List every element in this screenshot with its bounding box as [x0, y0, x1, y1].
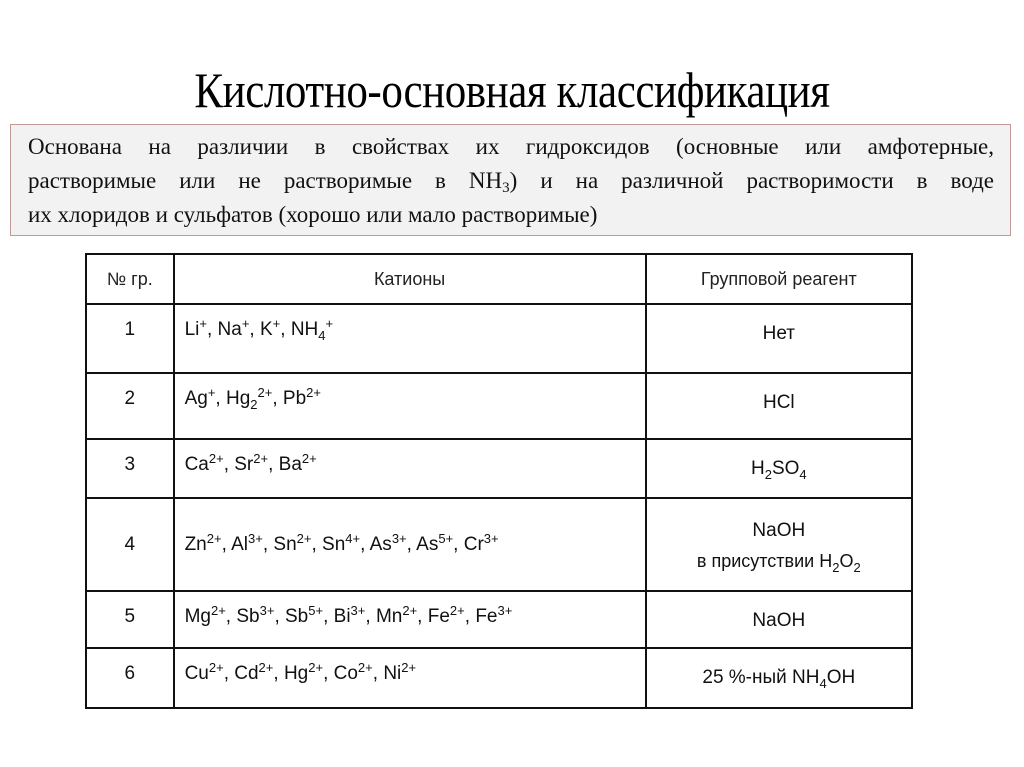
group-reagent-cell — [646, 498, 912, 591]
cation-charge: 3+ — [391, 530, 407, 546]
cation-charge: 3+ — [248, 530, 263, 546]
cation-charge: 2+ — [210, 603, 226, 618]
cation: $Co^{2+}$ — [333, 660, 373, 684]
cation: $Fe^{3+}$ — [475, 603, 513, 627]
reagent-line: HCl — [762, 392, 795, 413]
cations-cell: Li+, Na+, K+, $NH_4^+$ — [174, 304, 646, 373]
cation-charge: 2+ — [206, 530, 222, 546]
table-body — [86, 304, 912, 708]
cation-charge: 2+ — [296, 530, 312, 546]
cation-charge: 3+ — [497, 603, 513, 618]
group-reagent-cell — [646, 373, 912, 439]
cation-charge: 4+ — [345, 530, 361, 546]
cation-charge: 2+ — [253, 451, 269, 466]
cation-charge: 2+ — [401, 660, 417, 675]
group-number-cell: 2 — [86, 373, 174, 439]
group-number-cell: 3 — [86, 439, 174, 498]
cations-cell: $Mg^{2+}$, $Sb^{3+}$, $Sb^{5+}$, $Bi^{3+}$, $Mn^{2+}$, $Fe^{2+}$, $Fe^{3+}$ — [174, 591, 646, 648]
cation: $Ni^{2+}$ — [383, 660, 417, 684]
reagent-line: в присутствии $H_2O_2$ — [696, 550, 861, 575]
group-reagent-cell — [646, 439, 912, 498]
group-number-cell: 4 — [86, 498, 174, 591]
cations-cell: Ag+, $Hg_2^{2+}$, $Pb^{2+}$ — [174, 373, 646, 439]
cation: $Ca^{2+}$ — [184, 451, 224, 475]
cation: K+ — [259, 316, 281, 340]
cation: $Mg^{2+}$ — [184, 603, 226, 627]
cation-charge: 2+ — [208, 660, 224, 675]
cation-charge: 3+ — [259, 603, 275, 618]
reagent-subscript: 2 — [832, 559, 840, 575]
slide-title: Кислотно-основная классификация — [194, 62, 830, 118]
table-header-row — [86, 254, 912, 304]
cation-charge: 2+ — [258, 660, 274, 675]
table-row — [86, 373, 912, 439]
group-number-cell: 1 — [86, 304, 174, 373]
header-cations: Катионы — [174, 254, 646, 304]
cation: $Ba^{2+}$ — [278, 451, 317, 475]
cation-charge: 3+ — [483, 530, 499, 546]
cation-charge: 5+ — [438, 530, 454, 546]
cation: $As^{3+}$ — [369, 530, 407, 555]
cation: $Al^{3+}$ — [231, 530, 263, 555]
cation: $Fe^{2+}$ — [427, 603, 465, 627]
header-group-reagent: Групповой реагент — [646, 254, 912, 304]
cation-charge: + — [272, 316, 281, 331]
cation-charge: + — [241, 316, 250, 331]
group-reagent-cell — [646, 591, 912, 648]
description-line-2-post: ) и на различной растворимости в воде — [509, 168, 994, 193]
cation: $Pb^{2+}$ — [282, 385, 321, 409]
cation: $Bi^{3+}$ — [333, 603, 366, 627]
cation: $Sn^{2+}$ — [273, 530, 312, 555]
reagent-line: Нет — [762, 323, 795, 344]
reagent-line: NaOH — [752, 610, 806, 631]
cation-subscript: 4 — [318, 328, 326, 343]
table-row — [86, 591, 912, 648]
cation: $NH_4^+$ — [290, 316, 334, 343]
cation: Li+ — [184, 316, 207, 340]
cation: $As^{5+}$ — [416, 530, 454, 555]
table-row — [86, 304, 912, 373]
group-reagent-cell — [646, 304, 912, 373]
reagent-line: NaOH — [752, 519, 806, 541]
cation: $Hg^{2+}$ — [283, 660, 324, 684]
cation: $Hg_2^{2+}$ — [225, 385, 273, 412]
cations-cell: $Ca^{2+}$, $Sr^{2+}$, $Ba^{2+}$ — [174, 439, 646, 498]
reagent-subscript: 2 — [764, 467, 772, 482]
group-reagent-cell — [646, 648, 912, 708]
reagent-subscript: 4 — [799, 467, 807, 482]
description-box — [10, 124, 1011, 236]
description-line-2 — [28, 164, 994, 198]
cation-charge: 2+ — [306, 385, 321, 400]
cation-charge: 2+ — [449, 603, 465, 618]
table-row — [86, 439, 912, 498]
group-number-cell: 5 — [86, 591, 174, 648]
cation: $Zn^{2+}$ — [184, 530, 222, 555]
cation-charge: 3+ — [350, 603, 366, 618]
cation-charge: 5+ — [308, 603, 324, 618]
cations-cell: $Zn^{2+}$, $Al^{3+}$, $Sn^{2+}$, $Sn^{4+}$, $As^{3+}$, $As^{5+}$, $Cr^{3+}$ — [174, 498, 646, 591]
group-number-cell: 6 — [86, 648, 174, 708]
reagent-subscript: 4 — [819, 676, 827, 691]
cation: Ag+ — [184, 385, 216, 409]
cation-charge: + — [207, 385, 216, 400]
cation: $Cd^{2+}$ — [234, 660, 274, 684]
cation: $Sb^{5+}$ — [285, 603, 324, 627]
cation-charge: 2+ — [257, 385, 273, 400]
table-row — [86, 648, 912, 708]
cation: Na+ — [217, 316, 250, 340]
cation-charge: 2+ — [357, 660, 373, 675]
cation-charge: + — [199, 316, 207, 331]
cation-charge: 2+ — [208, 451, 224, 466]
description-line-1: Основана на различии в свойствах их гидроксидов (основные или амфотерные, — [28, 134, 994, 159]
cation-charge: + — [325, 316, 334, 331]
reagent-line: 25 %-ный $NH_4OH$ — [702, 667, 856, 691]
cation-subscript: 2 — [250, 397, 258, 412]
description-line-2-subscript: 3 — [502, 180, 510, 196]
cation-charge: 2+ — [402, 603, 418, 618]
cation: $Mn^{2+}$ — [375, 603, 418, 627]
description-line-2-pre: растворимые или не растворимые в NH — [28, 168, 503, 193]
cations-cell: $Cu^{2+}$, $Cd^{2+}$, $Hg^{2+}$, $Co^{2+}$, $Ni^{2+}$ — [174, 648, 646, 708]
description-line-3: их хлоридов и сульфатов (хорошо или мало растворимые) — [28, 202, 598, 227]
cation: $Sb^{3+}$ — [236, 603, 275, 627]
cation-charge: 2+ — [308, 660, 324, 675]
cation: $Sr^{2+}$ — [234, 451, 269, 475]
cation: $Cr^{3+}$ — [463, 530, 499, 555]
header-group-number: № гр. — [86, 254, 174, 304]
reagent-subscript: 2 — [853, 559, 861, 575]
reagent-line: $H_2SO_4$ — [750, 458, 807, 482]
table-row — [86, 498, 912, 591]
cation: $Sn^{4+}$ — [322, 530, 361, 555]
cation: $Cu^{2+}$ — [184, 660, 224, 684]
cation-charge: 2+ — [301, 451, 317, 466]
cation-groups-table — [85, 253, 913, 709]
